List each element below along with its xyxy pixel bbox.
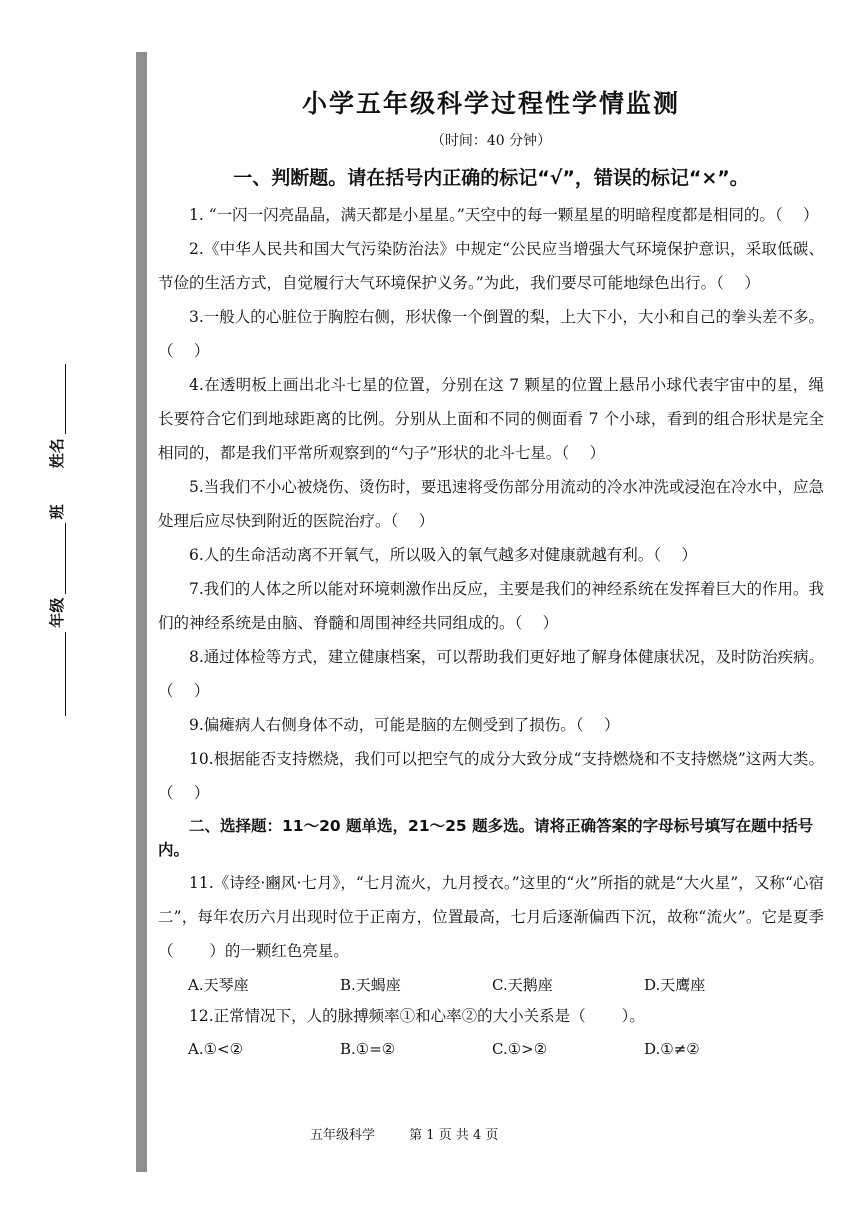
grade-label: 年级 xyxy=(47,597,66,628)
option-b: B.①=② xyxy=(340,1040,396,1058)
option-c: C.天鹅座 xyxy=(492,976,553,994)
question-2: 2.《中华人民共和国大气污染防治法》中规定“公民应当增强大气环境保护意识，采取低碳、节俭的生活方式，自觉履行大气环境保护义务。”为此，我们要尽可能地绿色出行。（ ） xyxy=(158,240,824,292)
question-11: 11.《诗经·豳风·七月》，“七月流火，九月授衣。”这里的“火”所指的就是“大火星”，又称“心宿二”，每年农历六月出现时位于正南方，位置最高，七月后逐渐偏西下沉，故称“流火”。它是夏季（ ）的一颗红色亮星。 xyxy=(158,874,824,960)
question-12-options xyxy=(158,1034,824,1064)
footer-subject: 五年级科学 xyxy=(310,1128,376,1143)
exam-content xyxy=(158,84,824,1064)
class-blank xyxy=(47,523,66,593)
option-d: D.天鹰座 xyxy=(644,976,706,994)
question-1: 1. “一闪一闪亮晶晶，满天都是小星星。”天空中的每一颗星星的明暗程度都是相同的。（ ） xyxy=(189,206,819,224)
option-d: D.①≠② xyxy=(644,1040,700,1058)
option-c: C.①>② xyxy=(492,1040,548,1058)
question-6: 6.人的生命活动离不开氧气，所以吸入的氧气越多对健康就越有利。（ ） xyxy=(189,546,697,564)
time-limit: （时间：40 分钟） xyxy=(430,133,552,149)
question-10: 10.根据能否支持燃烧，我们可以把空气的成分大致分成“支持燃烧和不支持燃烧”这两大类。（ ） xyxy=(158,750,824,802)
question-5: 5.当我们不小心被烧伤、烫伤时，要迅速将受伤部分用流动的冷水冲洗或浸泡在冷水中，应急处理后应尽快到附近的医院治疗。（ ） xyxy=(158,478,824,530)
page-title: 小学五年级科学过程性学情监测 xyxy=(301,89,680,118)
option-a: A.①<② xyxy=(188,1040,244,1058)
binding-gutter-bar xyxy=(136,52,147,1172)
page-number: 第 1 页 共 4 页 xyxy=(409,1128,499,1143)
name-label: 姓名 xyxy=(47,438,66,469)
question-12: 12.正常情况下，人的脉搏频率①和心率②的大小关系是（ ）。 xyxy=(189,1007,645,1025)
option-a: A.天琴座 xyxy=(188,976,249,994)
spacer-line xyxy=(47,472,65,500)
page-footer xyxy=(310,1124,498,1143)
option-b: B.天蝎座 xyxy=(340,976,401,994)
question-7: 7.我们的人体之所以能对环境刺激作出反应，主要是我们的神经系统在发挥着巨大的作用。我们的神经系统是由脑、脊髓和周围神经共同组成的。（ ） xyxy=(158,580,824,632)
question-3: 3.一般人的心脏位于胸腔右侧，形状像一个倒置的梨，上大下小，大小和自己的拳头差不多。（ ） xyxy=(158,308,824,360)
student-info-strip xyxy=(36,360,76,720)
question-11-options xyxy=(158,970,824,1000)
section2-heading: 二、选择题：11～20 题单选，21～25 题多选。请将正确答案的字母标号填写在题中括号内。 xyxy=(158,817,814,859)
grade-blank xyxy=(47,632,66,716)
class-label: 班 xyxy=(47,504,66,520)
name-blank xyxy=(47,364,66,434)
question-4: 4.在透明板上画出北斗七星的位置，分别在这 7 颗星的位置上悬吊小球代表宇宙中的星，绳长要符合它们到地球距离的比例。分别从上面和不同的侧面看 7 个小球，看到的组合形状是完全相同的，都是我们平常所观察到的“勺子”形状的北斗七星。（ ） xyxy=(158,376,824,462)
question-8: 8.通过体检等方式，建立健康档案，可以帮助我们更好地了解身体健康状况，及时防治疾病。（ ） xyxy=(158,648,824,700)
section1-heading: 一、判断题。请在括号内正确的标记“√”，错误的标记“×”。 xyxy=(233,167,749,189)
question-9: 9.偏瘫病人右侧身体不动，可能是脑的左侧受到了损伤。（ ） xyxy=(189,716,620,734)
